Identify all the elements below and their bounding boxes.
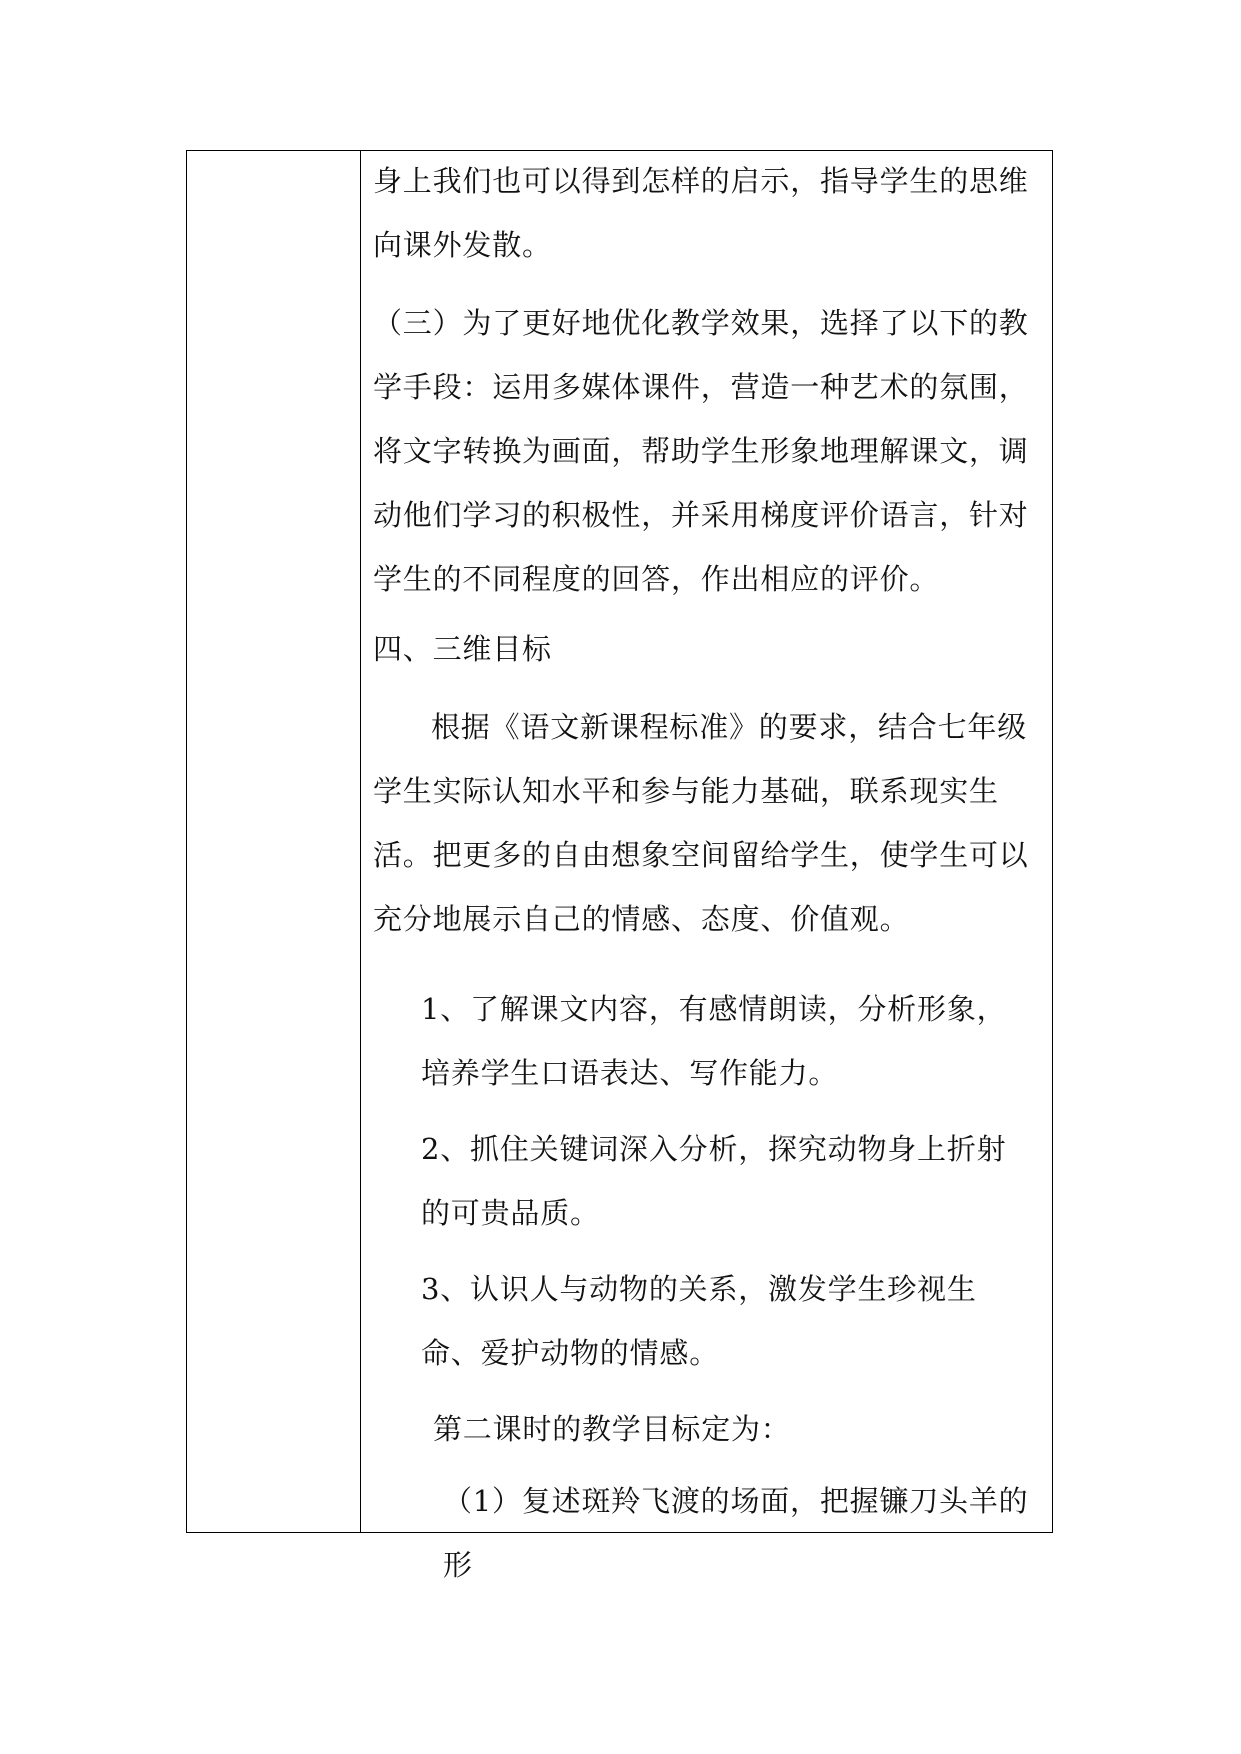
paragraph-intro-continuation: 身上我们也可以得到怎样的启示，指导学生的思维向课外发散。 xyxy=(373,164,1029,262)
goal-item-1: 1、了解课文内容，有感情朗读，分析形象，培养学生口语表达、写作能力。 xyxy=(421,992,1007,1090)
second-lesson-goal-1: （1）复述斑羚飞渡的场面，把握镰刀头羊的形 xyxy=(443,1484,1029,1582)
table-right-cell xyxy=(361,151,1052,1582)
section-heading-three-dimensional-goals: 四、三维目标 xyxy=(373,632,552,666)
document-table xyxy=(186,150,1053,1582)
paragraph-teaching-methods: （三）为了更好地优化教学效果，选择了以下的教学手段：运用多媒体课件，营造一种艺术的氛围，将文字转换为画面，帮助学生形象地理解课文，调动他们学习的积极性，并采用梯度评价语言，针对学生的不同程度的回答，作出相应的评价。 xyxy=(373,306,1029,596)
paragraph-curriculum-standard: 根据《语文新课程标准》的要求，结合七年级学生实际认知水平和参与能力基础，联系现实生活。把更多的自由想象空间留给学生，使学生可以充分地展示自己的情感、态度、价值观。 xyxy=(373,710,1029,936)
table-left-cell xyxy=(187,151,361,1532)
goal-item-2: 2、抓住关键词深入分析，探究动物身上折射的可贵品质。 xyxy=(421,1132,1007,1230)
goal-item-3: 3、认识人与动物的关系，激发学生珍视生命、爱护动物的情感。 xyxy=(421,1272,977,1370)
second-lesson-goals-heading: 第二课时的教学目标定为： xyxy=(433,1412,791,1446)
